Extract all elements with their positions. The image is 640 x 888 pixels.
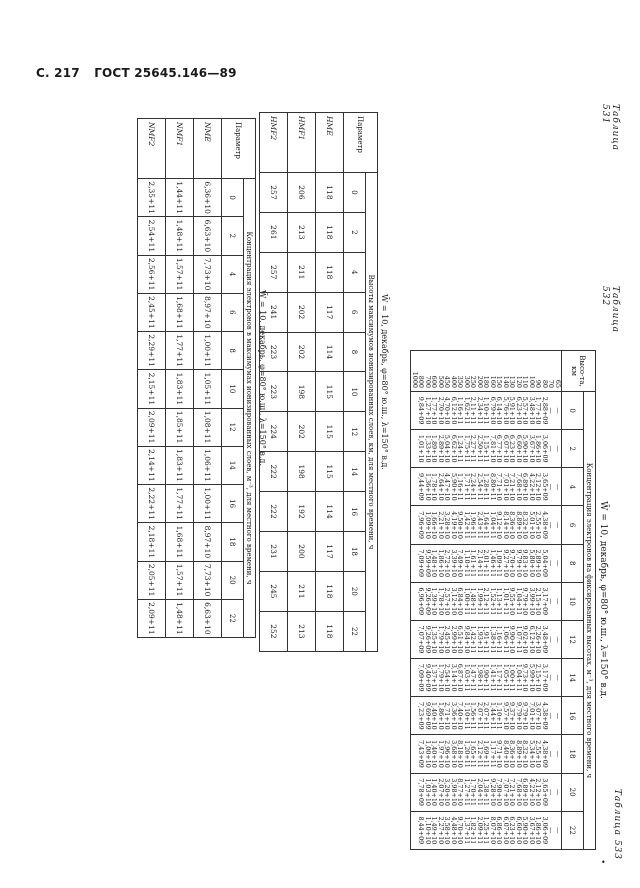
hour-header: 12 [562, 620, 584, 658]
table-cell: 117 [316, 532, 344, 572]
table-cell: 2,45+11 [138, 293, 166, 331]
hour-header: 12 [344, 412, 366, 452]
table-column-values: — — 4,38+09 2,55+10 5,34+10 8,32+10 8,89+10 8,36+10 8,40+10 9,71+10 1,17+11 1,69+11 2,12+11 1,65+11 1,20+11 8,18+10 3,68+10 2,96+10 1,97+10 1,40+10 1,00+10 7,43+09 [411, 735, 562, 773]
hour-header: 4 [222, 255, 244, 293]
table-533-label: Таблица 533 [612, 788, 622, 860]
hour-header: 2 [562, 430, 584, 468]
table-cell: 2,54+11 [138, 217, 166, 255]
table-cell: 115 [316, 412, 344, 452]
table-cell: 211 [288, 571, 316, 611]
table-cell: 8,97+10 [194, 523, 222, 561]
table-532-block [259, 112, 390, 652]
table-cell: 231 [260, 532, 288, 572]
table-cell: 245 [260, 571, 288, 611]
param-name: NMF2 [138, 119, 166, 179]
hour-header: 10 [344, 372, 366, 412]
hour-header: 4 [344, 252, 366, 292]
table-cell: 198 [288, 452, 316, 492]
table-cell: 241 [260, 292, 288, 332]
hour-header: 22 [562, 811, 584, 849]
table-cell: 2,35+11 [138, 179, 166, 217]
table-column-values: — — 2,88+09 1,77+10 3,48+10 5,57+10 6,23+10 5,91+10 5,76+10 6,14+10 6,79+10 1,10+11 2,34+11 2,11+11 1,62+11 1,16+11 6,12+10 4,70+10 2,70+10 1,77+10 1,27+10 9,84+09 [411, 392, 562, 430]
table-cell: 1,83+11 [166, 446, 194, 484]
hour-header: 18 [562, 735, 584, 773]
param-header: Параметр [344, 113, 378, 173]
table-cell: 252 [260, 611, 288, 651]
hour-header: 6 [344, 292, 366, 332]
table-cell: 114 [316, 332, 344, 372]
table-cell: 1,77+11 [166, 332, 194, 370]
table-row [194, 119, 222, 638]
hour-header: 0 [562, 392, 584, 430]
table-cell: 1,68+11 [166, 293, 194, 331]
table-533-block [608, 360, 622, 860]
hour-header: 8 [562, 544, 584, 582]
table-cell: 1,06+11 [194, 446, 222, 484]
hour-header: 16 [562, 697, 584, 735]
table-column-values: — — 4,38+09 2,55+10 5,01+10 8,32+10 8,89+10 8,36+10 8,14+10 9,12+10 1,04+11 1,64+11 2,43+11 1,96+11 1,42+11 9,50+10 4,19+10 3,28+10 2,21+10 1,66+10 1,09+10 7,96+09 [411, 506, 562, 544]
page-number: С. 217 [36, 66, 80, 80]
hour-header: 8 [222, 332, 244, 370]
table-cell: 6,63+10 [194, 217, 222, 255]
table-cell: 1,77+11 [166, 485, 194, 523]
hour-header: 20 [344, 571, 366, 611]
table-column-values: — — 3,48+09 2,26+10 6,12+10 9,02+10 1,07+11 9,90+10 1,06+11 1,16+11 1,38+11 1,91+11 1,93+11 1,42+11 9,84+10 6,51+10 2,99+10 2,45+10 1,79+10 1,35+10 9,26+09 7,07+09 [411, 620, 562, 658]
hour-header: 8 [344, 332, 366, 372]
table-cell: 224 [260, 412, 288, 452]
hour-header: 14 [222, 446, 244, 484]
dot-mark: • [601, 858, 606, 867]
height-header: Высо-та, км [562, 351, 596, 392]
hour-header: 6 [222, 293, 244, 331]
table-cell: 211 [288, 252, 316, 292]
hour-header: 2 [222, 217, 244, 255]
param-header: Параметр [222, 119, 256, 179]
table-cell: 114 [316, 492, 344, 532]
table-cell: 223 [260, 372, 288, 412]
table-cell: 1,44+11 [166, 179, 194, 217]
table-cell: 2,56+11 [138, 255, 166, 293]
table-cell: 1,48+11 [166, 217, 194, 255]
table-532 [259, 112, 378, 652]
param-name: HMF1 [288, 113, 316, 173]
table-cell: 2,05+11 [138, 561, 166, 599]
hour-header: 22 [222, 599, 244, 637]
standard-code: ГОСТ 25645.146—89 [94, 66, 237, 80]
page-header [36, 66, 247, 80]
table-cell: 1,57+11 [166, 255, 194, 293]
table-cell: 1,00+11 [194, 332, 222, 370]
table-533-body [411, 350, 611, 850]
table-cell: 7,73+10 [194, 561, 222, 599]
table-531-condition: W̄ = 10, декабрь, φ=80° ю.ш., λ=150° в.д. [258, 290, 267, 466]
table-cell: 2,15+11 [138, 370, 166, 408]
table-column-values: — — 3,17+09 2,15+10 3,99+10 9,79+10 1,04+11 9,55+10 1,01+11 1,13+11 1,52+11 2,12+11 1,99+11 1,48+11 1,00+11 6,84+10 3,12+10 2,57+10 1,78+10 1,39+10 9,26+09 6,96+09 [411, 582, 562, 620]
param-name: HME [316, 113, 344, 173]
table-cell: 1,05+11 [194, 370, 222, 408]
hour-header: 14 [562, 659, 584, 697]
table-532-condition: W̄ = 10, декабрь, φ=80° ю.ш., λ=150° в.д. [380, 294, 389, 470]
table-cell: 118 [316, 611, 344, 651]
table-cell: 261 [260, 212, 288, 252]
table-cell: 2,22+11 [138, 485, 166, 523]
table-cell: 8,97+10 [194, 293, 222, 331]
table-cell: 213 [288, 212, 316, 252]
table-cell: 117 [316, 292, 344, 332]
table-cell: 7,73+10 [194, 255, 222, 293]
table-cell: 1,83+11 [166, 370, 194, 408]
table-column-values: — — 3,17+09 2,15+10 5,99+10 9,73+10 1,04+11 1,00+11 1,05+11 1,17+11 1,41+11 1,90+11 1,98+11 1,47+11 1,03+11 6,87+10 3,14+10 2,54+10 1,79+10 1,37+10 9,40+09 7,09+09 [411, 659, 562, 697]
table-column-values: — — 3,06+09 1,86+10 3,67+10 5,90+10 6,60+10 6,23+10 6,07+10 6,86+10 8,07+10 1,25+11 2,09+11 1,82+11 1,37+11 9,70+10 4,48+10 3,58+10 2,27+10 1,49+10 1,10+10 8,44+09 [411, 811, 562, 849]
hour-header: 20 [562, 773, 584, 811]
height-column: 65 70 80 90 100 110 120 130 140 150 160 180 200 250 300 350 400 450 500 600 700 800 1000 [411, 351, 562, 392]
group-header: Высоты максимумов ионизированных слоев, км, для местного времени, ч [366, 173, 378, 652]
table-cell: 222 [260, 492, 288, 532]
table-row [316, 113, 344, 652]
table-cell: 1,68+11 [166, 523, 194, 561]
table-532-label: Таблица 532 [600, 286, 620, 334]
table-cell: 1,85+11 [166, 408, 194, 446]
table-cell: 223 [260, 332, 288, 372]
table-column-values: — — 4,38+09 3,07+10 7,01+10 9,79+10 9,79+10 9,37+10 9,57+10 1,10+11 1,44+11 2,07+11 2,07+11 1,56+11 1,10+11 7,40+10 3,36+10 2,71+10 1,86+10 1,40+10 9,69+09 7,23+09 [411, 697, 562, 735]
group-header: Концентрация электронов в максимумах ионизированных слоев, м⁻³, для местного времени, ч [244, 179, 256, 638]
table-row [138, 119, 166, 638]
hour-header: 18 [222, 523, 244, 561]
table-cell: 6,63+10 [194, 599, 222, 637]
table-cell: 192 [288, 492, 316, 532]
table-cell: 2,09+11 [138, 599, 166, 637]
table-cell: 202 [288, 332, 316, 372]
hour-header: 16 [344, 492, 366, 532]
hour-header: 10 [562, 582, 584, 620]
table-cell: 2,29+11 [138, 332, 166, 370]
table-cell: 6,36+10 [194, 179, 222, 217]
hour-header: 2 [344, 212, 366, 252]
table-cell: 2,09+11 [138, 408, 166, 446]
table-column-values: — — 5,04+09 2,89+10 5,80+10 9,83+10 9,79+10 9,70+10 9,27+10 1,09+11 1,46+11 2,01+11 2,14+11 1,61+11 1,10+11 7,49+10 3,39+10 2,72+10 1,86+10 1,48+10 9,59+09 7,09+09 [411, 544, 562, 582]
group-header: Концентрация электронов на фиксированных высотах, м⁻³, для местного времени, ч [584, 392, 596, 850]
table-cell: 202 [288, 292, 316, 332]
hour-header: 12 [222, 408, 244, 446]
table-cell: 2,14+11 [138, 446, 166, 484]
hour-header: 18 [344, 532, 366, 572]
hour-header: 16 [222, 485, 244, 523]
hour-header: 10 [222, 370, 244, 408]
table-cell: 222 [260, 452, 288, 492]
table-cell: 206 [288, 173, 316, 213]
table-533 [411, 350, 597, 850]
table-row [260, 113, 288, 652]
table-cell: 257 [260, 173, 288, 213]
table-cell: 198 [288, 372, 316, 412]
table-column-values: — — 3,06+09 1,86+10 3,67+10 5,90+10 6,60+10 6,23+10 6,07+10 6,77+10 7,81+10 1,15+11 2,50+11 2,27+11 1,75+11 1,24+11 6,62+10 5,04+10 2,89+10 1,89+10 1,33+10 1,01+10 [411, 430, 562, 468]
table-cell: 118 [316, 571, 344, 611]
table-cell: 200 [288, 532, 316, 572]
hour-header: 22 [344, 611, 366, 651]
table-cell: 257 [260, 252, 288, 292]
table-cell: 118 [316, 252, 344, 292]
hour-header: 6 [562, 506, 584, 544]
param-name: NMF1 [166, 119, 194, 179]
table-cell: 1,57+11 [166, 561, 194, 599]
table-cell: 1,48+11 [166, 599, 194, 637]
table-531-label: Таблица 531 [600, 104, 620, 152]
hour-header: 0 [222, 179, 244, 217]
param-name: HMF2 [260, 113, 288, 173]
table-cell: 1,08+11 [194, 408, 222, 446]
hour-header: 14 [344, 452, 366, 492]
table-row [166, 119, 194, 638]
table-531-block [137, 118, 268, 638]
hour-header: 4 [562, 468, 584, 506]
table-531 [137, 118, 256, 638]
table-cell: 213 [288, 611, 316, 651]
param-name: NME [194, 119, 222, 179]
table-cell: 118 [316, 173, 344, 213]
table-cell: 115 [316, 372, 344, 412]
table-533-condition: W̄ = 10, декабрь, φ=80° ю.ш., λ=150° в.д. [598, 501, 608, 699]
table-column-values: — — 3,65+09 2,12+10 4,22+10 6,89+10 7,68+10 7,21+10 7,07+10 7,90+10 9,28+10 1,38+11 2,04+11 1,70+11 1,27+11 8,77+10 3,98+10 3,20+10 2,07+10 1,40+10 1,03+10 7,78+09 [411, 773, 562, 811]
hour-header: 20 [222, 561, 244, 599]
hour-header: 0 [344, 173, 366, 213]
table-column-values: — — 3,65+09 2,12+10 4,22+10 6,89+10 7,68+10 7,21+10 7,01+10 7,71+10 8,80+11 1,28+11 2,54+11 2,24+11 1,71+11 1,16+11 5,90+10 4,47+10 2,64+10 1,78+10 1,36+10 9,44+09 [411, 468, 562, 506]
table-row [288, 113, 316, 652]
table-cell: 202 [288, 412, 316, 452]
table-cell: 118 [316, 212, 344, 252]
table-cell: 1,00+11 [194, 485, 222, 523]
table-cell: 2,18+11 [138, 523, 166, 561]
table-cell: 115 [316, 452, 344, 492]
